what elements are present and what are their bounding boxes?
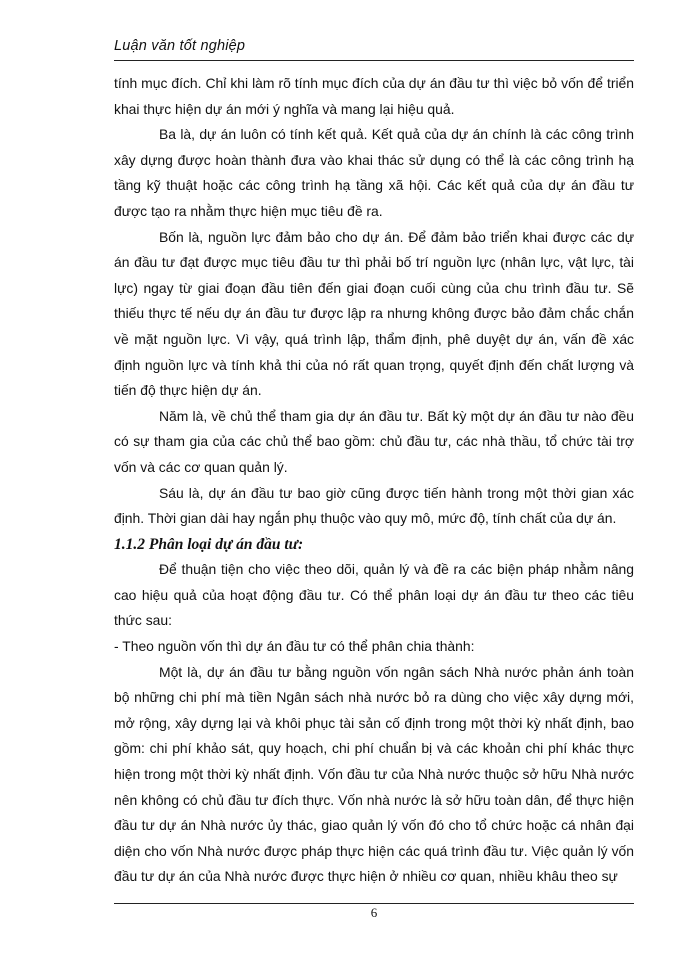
page-number: 6 [370,905,378,920]
paragraph-continuation: tính mục đích. Chỉ khi làm rõ tính mục đích của dự án đầu tư thì việc bỏ vốn để triển khai thực hiện dự án mới ý nghĩa và mang lại hiệu quả. [114,75,634,117]
document-body [114,71,634,890]
running-header: Luận văn tốt nghiệp [114,38,246,54]
paragraph-nam-la: Năm là, về chủ thể tham gia dự án đầu tư. Bất kỳ một dự án đầu tư nào đều có sự tham gia của các chủ thể bao gồm: chủ đầu tư, các nhà thầu, tổ chức tài trợ vốn và các cơ quan quản lý. [114,407,634,475]
paragraph-sau-la: Sáu là, dự án đầu tư bao giờ cũng được tiến hành trong một thời gian xác định. Thời gian dài hay ngắn phụ thuộc vào quy mô, mức độ, tính chất của dự án. [114,484,634,527]
footer-divider [114,903,634,904]
section-heading: 1.1.2 Phân loại dự án đầu tư: [114,535,304,553]
paragraph-mot-la: Một là, dự án đầu tư bằng nguồn vốn ngân sách Nhà nước phản ánh toàn bộ những chi phí mà tiền Ngân sách nhà nước bỏ ra dùng cho việc xây dựng mới, mở rộng, xây dựng lại và khôi phục tài sản cố định trong một thời kỳ nhất định, bao gồm: chi phí khảo sát, quy hoạch, chi phí chuẩn bị và các khoản chi phí khác thực hiện trong một thời kỳ nhất định. Vốn đầu tư của Nhà nước thuộc sở hữu Nhà nước nên không có chủ đầu tư đích thực. Vốn nhà nước là sở hữu toàn dân, để thực hiện đầu tư dự án Nhà nước ủy thác, giao quản lý vốn đó cho tổ chức hoặc cá nhân đại diện cho vốn Nhà nước được pháp thực hiện các quá trình đầu tư. Việc quản lý vốn đầu tư dự án của Nhà nước được thực hiện ở nhiều cơ quan, nhiều khâu theo sự [114,663,634,885]
bullet-line: - Theo nguồn vốn thì dự án đầu tư có thể phân chia thành: [114,638,475,655]
section-intro-paragraph: Để thuận tiện cho việc theo dõi, quản lý và đề ra các biện pháp nhằm nâng cao hiệu quả của hoạt động đầu tư. Có thể phân loại dự án đầu tư theo các tiêu thức sau: [114,561,634,629]
header-divider [114,60,634,61]
paragraph-bon-la: Bốn là, nguồn lực đảm bảo cho dự án. Để đảm bảo triển khai được các dự án đầu tư đạt được mục tiêu đầu tư thì phải bố trí nguồn lực (nhân lực, vật lực, tài lực) ngay từ giai đoạn đầu tiên đến giai đoạn cuối cùng của chu trình đầu tư. Sẽ thiếu thực tế nếu dự án đầu tư được lập ra nhưng không được bảo đảm chắc chắn về mặt nguồn lực. Vì vậy, quá trình lập, thẩm định, phê duyệt dự án, vấn đề xác định nguồn lực và tính khả thi của nó rất quan trọng, quyết định đến chất lượng và tiến độ thực hiện dự án. [114,228,634,399]
paragraph-ba-la: Ba là, dự án luôn có tính kết quả. Kết quả của dự án chính là các công trình xây dựng được hoàn thành đưa vào khai thác sử dụng có thể là các công trình hạ tầng kỹ thuật hoặc các công trình hạ tầng xã hội. Các kết quả của dự án đầu tư được tạo ra nhằm thực hiện mục tiêu đề ra. [114,126,634,219]
